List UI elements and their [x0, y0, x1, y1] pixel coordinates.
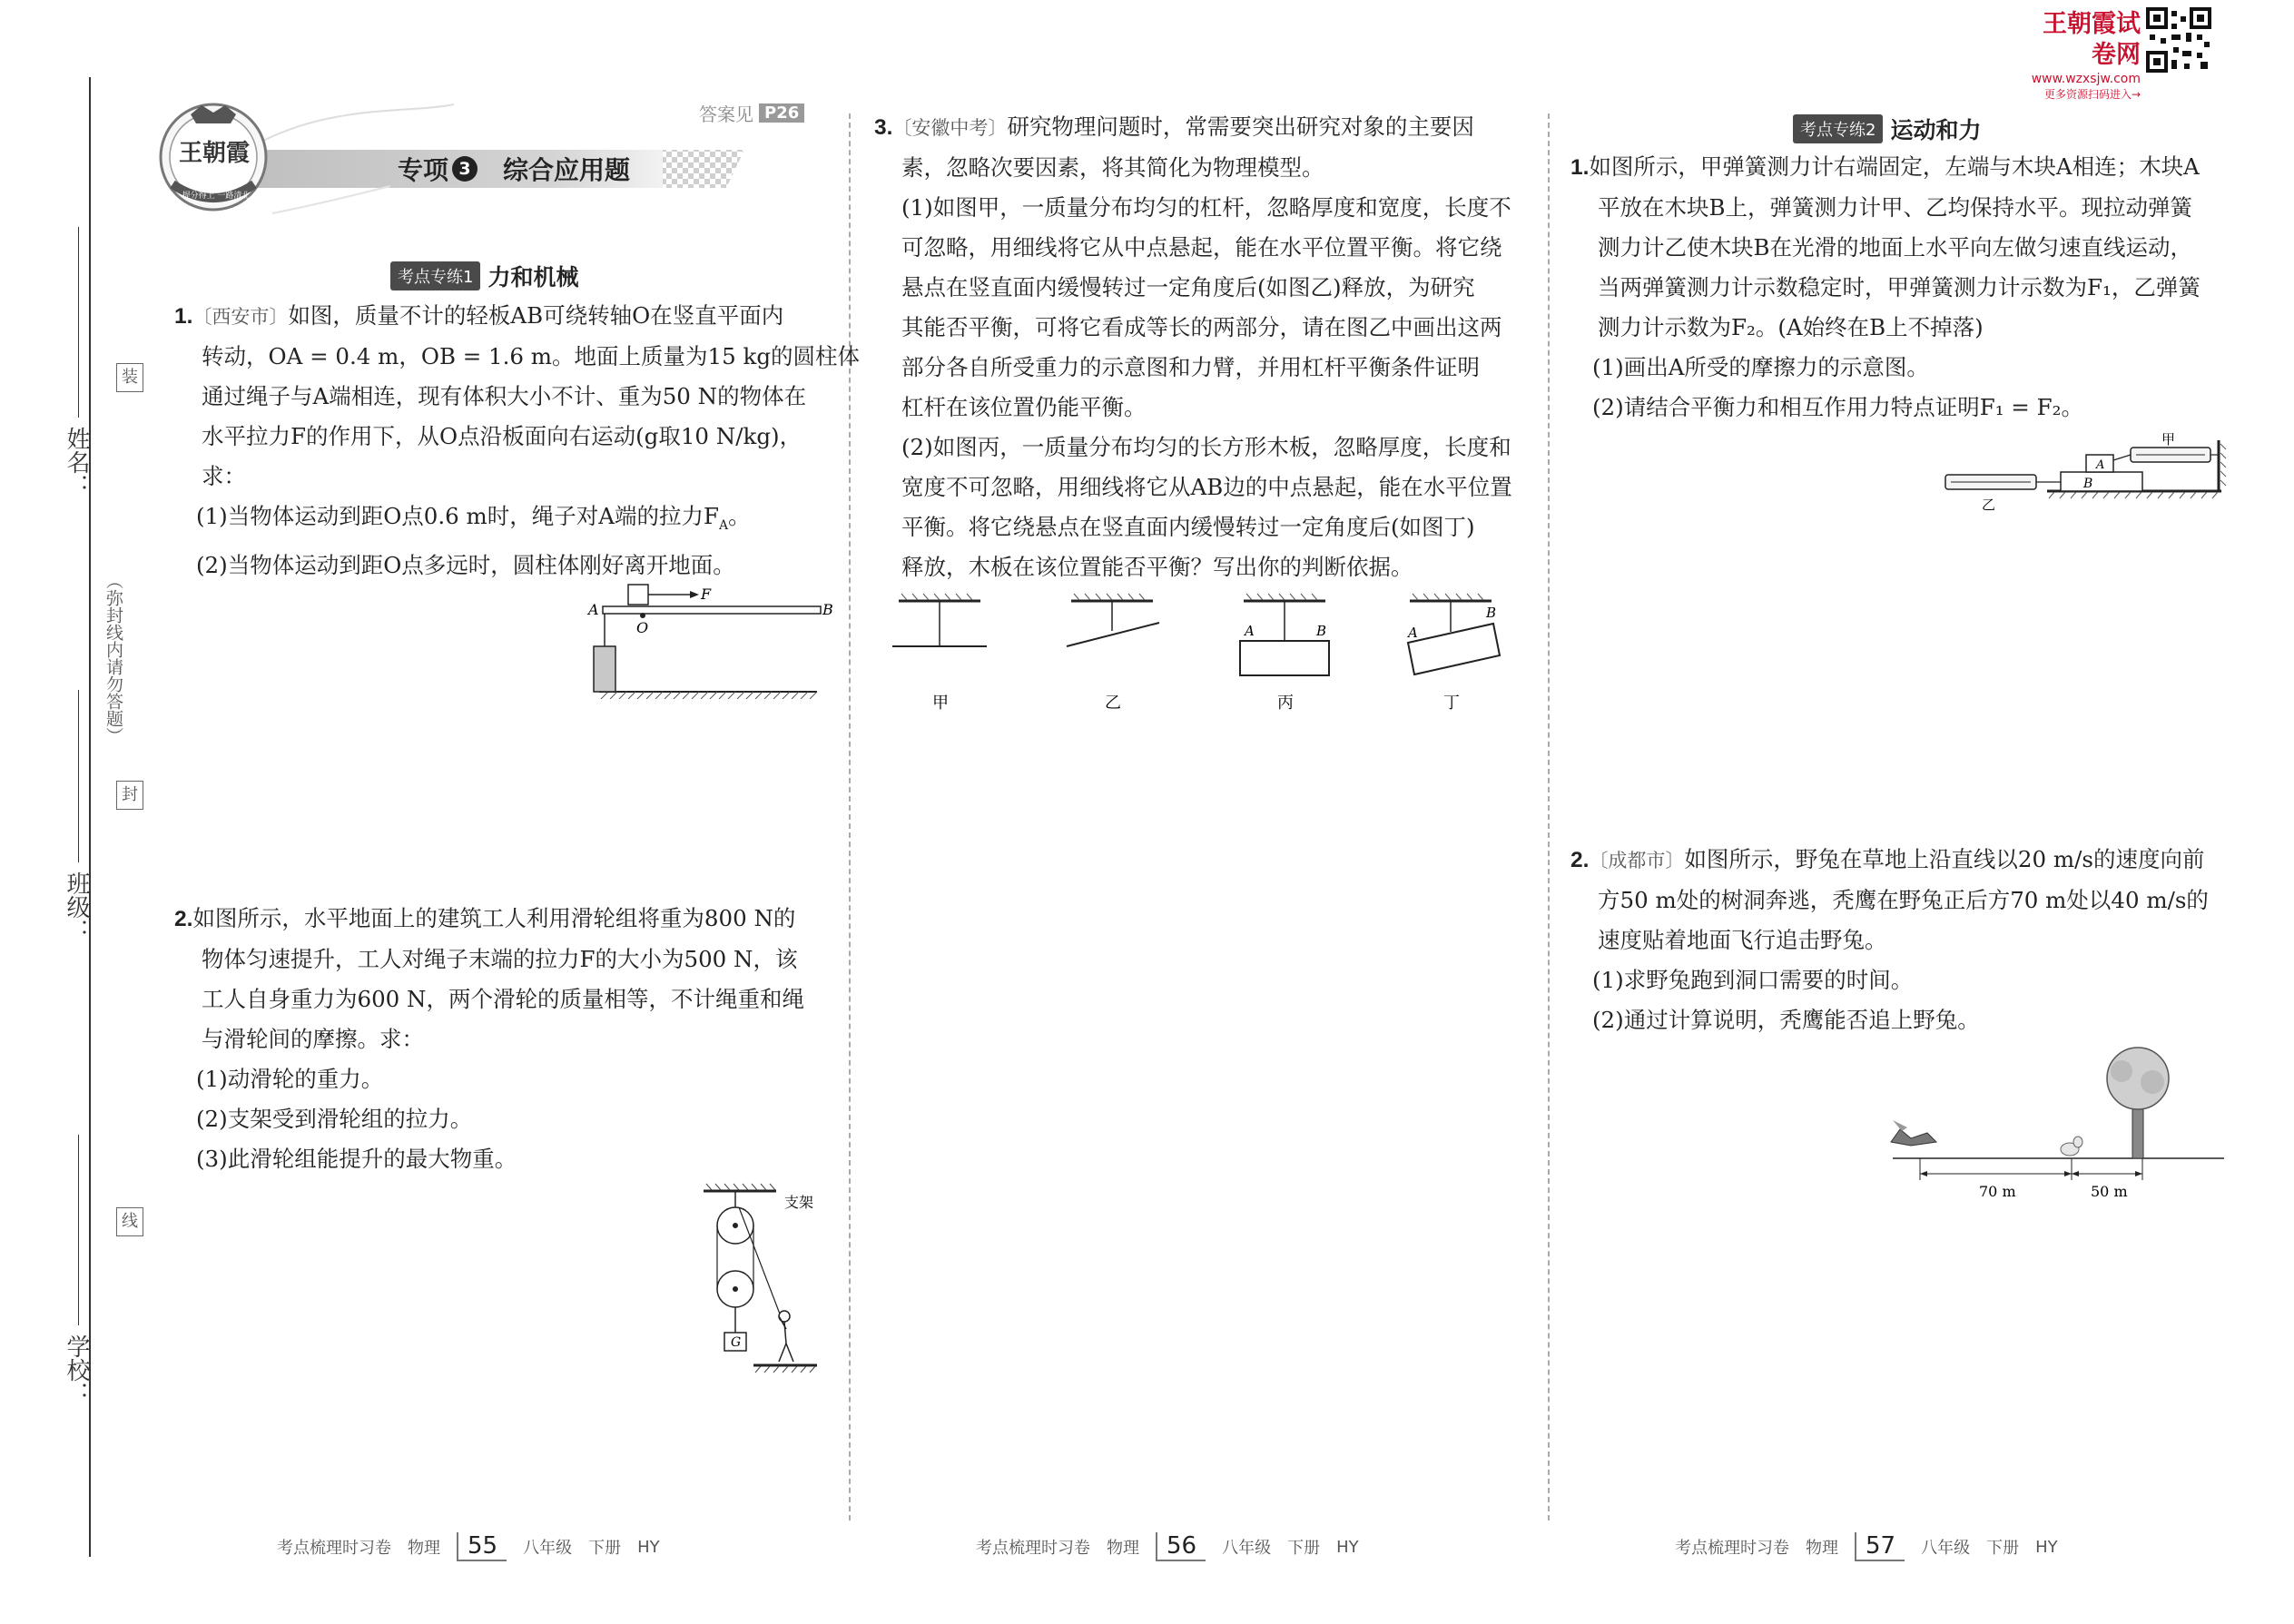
- figure-label-bing: 丙: [1277, 694, 1294, 713]
- question-line: 与滑轮间的摩擦。求：: [202, 1026, 424, 1052]
- label-a: A: [1245, 623, 1255, 639]
- sub-question-2: (2)通过计算说明，秃鹰能否追上野兔。: [1592, 1007, 1980, 1033]
- figure-label-jia: 甲: [932, 694, 949, 713]
- question-line: 通过绳子与A端相连，现有体积大小不计、重为50 N的物体在: [202, 383, 807, 409]
- column-divider: [1548, 113, 1550, 1521]
- footer-edition: HY: [2035, 1537, 2058, 1557]
- footer-book: 考点梳理时习卷: [1675, 1539, 1789, 1558]
- question-line: 部分各自所受重力的示意图和力臂，并用杠杆平衡条件证明: [901, 354, 1480, 380]
- footer-subject: 物理: [408, 1539, 440, 1558]
- question-line: 如图，质量不计的轻板AB可绕转轴O在竖直平面内: [288, 302, 784, 329]
- page-title: [398, 151, 630, 187]
- sub-question-2: (2)支架受到滑轮组的拉力。: [196, 1106, 473, 1132]
- footer-grade: 八年级: [1222, 1539, 1272, 1558]
- footer-book: 考点梳理时习卷: [277, 1539, 391, 1558]
- section-title: 运动和力: [1890, 117, 1982, 143]
- page-number: 56: [1156, 1532, 1206, 1561]
- question-3: [874, 107, 1512, 587]
- question-line: 方50 m处的树洞奔逃，秃鹰在野兔正后方70 m处以40 m/s的: [1598, 887, 2209, 913]
- label-yi: 乙: [1982, 497, 1996, 513]
- model-figures: [885, 590, 1502, 717]
- question-number: 2.: [174, 907, 193, 931]
- question-tag: 〔成都市〕: [1589, 850, 1685, 871]
- label-a: A: [2096, 458, 2105, 472]
- label-b: B: [1486, 605, 1497, 621]
- figure-label-yi: 乙: [1105, 694, 1121, 713]
- label-o: O: [636, 619, 649, 636]
- site-url[interactable]: www.wzxsjw.com: [2031, 72, 2141, 86]
- title-prefix: 专项: [398, 155, 449, 185]
- name-label: 姓名：: [63, 427, 90, 497]
- footer-subject: 物理: [1107, 1539, 1139, 1558]
- footer-grade: 八年级: [523, 1539, 573, 1558]
- question-number: 1.: [174, 304, 193, 329]
- question-line: 如图所示，水平地面上的建筑工人利用滑轮组将重为800 N的: [192, 905, 796, 931]
- seal-motto: 提分得上 一路清北: [182, 192, 251, 201]
- school-field[interactable]: [78, 1135, 79, 1325]
- question-line: 物体匀速提升，工人对绳子末端的拉力F的大小为500 N，该: [202, 946, 798, 972]
- question-tag: 〔安徽中考〕: [892, 117, 1008, 139]
- question-line: 当两弹簧测力计示数稳定时，甲弹簧测力计示数为F₁，乙弹簧: [1598, 274, 2200, 300]
- question-2: [1570, 840, 2209, 1040]
- qr-code[interactable]: [2146, 7, 2211, 73]
- sub-question-1: (1)画出A所受的摩擦力的示意图。: [1592, 354, 1929, 380]
- question-1: [174, 296, 860, 586]
- label-a: A: [1408, 625, 1418, 641]
- question-line: 可忽略，用细线将它从中点悬起，能在水平位置平衡。将它绕: [901, 234, 1502, 261]
- figure-label-ding: 丁: [1443, 694, 1460, 713]
- title-number: 3: [452, 156, 478, 182]
- binding-mark-3: 线: [116, 1207, 143, 1236]
- section-title: 力和机械: [487, 264, 579, 290]
- label-f: F: [701, 586, 712, 603]
- question-line: 杠杆在该位置仍能平衡。: [901, 394, 1147, 420]
- class-label: 班级：: [63, 871, 90, 942]
- question-line: 测力计乙使木块B在光滑的地面上水平向左做匀速直线运动，: [1598, 234, 2193, 261]
- label-b: B: [822, 601, 833, 618]
- class-field[interactable]: [78, 690, 79, 862]
- chase-figure: [1884, 1042, 2229, 1242]
- question-line: 平衡。将它绕悬点在竖直面内缓慢转过一定角度后(如图丁): [901, 514, 1475, 540]
- label-jia: 甲: [2161, 431, 2176, 448]
- question-line: 宽度不可忽略，用细线将它从AB边的中点悬起，能在水平位置: [901, 474, 1512, 500]
- question-line: 悬点在竖直面内缓慢转过一定角度后(如图乙)释放，为研究: [901, 274, 1475, 300]
- question-line: 其能否平衡，可将它看成等长的两部分，请在图乙中画出这两: [901, 314, 1502, 340]
- sub-question-2: (2)请结合平衡力和相互作用力特点证明F₁ = F₂。: [1592, 394, 2083, 420]
- footer-edition: HY: [1336, 1537, 1359, 1557]
- section-badge: 考点专练2: [1793, 114, 1883, 143]
- sub-question-1: (1)动滑轮的重力。: [196, 1066, 384, 1092]
- pulley-figure: [699, 1180, 835, 1375]
- page-number: 57: [1855, 1532, 1905, 1561]
- sub-question-2: (2)当物体运动到距O点多远时，圆柱体刚好离开地面。: [196, 551, 735, 578]
- question-line: 转动，OA = 0.4 m，OB = 1.6 m。地面上质量为15 kg的圆柱体: [202, 343, 861, 369]
- question-line: 测力计示数为F₂。(A始终在B上不掉落): [1598, 314, 1984, 340]
- label-a: A: [588, 601, 599, 618]
- footer-book: 考点梳理时习卷: [976, 1539, 1090, 1558]
- label-b: B: [2083, 477, 2093, 491]
- page-footer: [976, 1532, 1359, 1561]
- label-50m: 50 m: [2091, 1183, 2128, 1200]
- question-line: 工人自身重力为600 N，两个滑轮的质量相等，不计绳重和绳: [202, 986, 804, 1012]
- spring-scale-figure: [1938, 431, 2229, 513]
- section-heading-1: [390, 260, 578, 292]
- question-line: 求：: [202, 463, 246, 489]
- binding-mark-1: 装: [116, 363, 143, 392]
- binding-note: （弥封线内请勿答题）: [103, 572, 123, 744]
- footer-edition: HY: [637, 1537, 660, 1557]
- name-field[interactable]: [78, 227, 79, 418]
- question-number: 3.: [874, 115, 893, 140]
- page-number: 55: [457, 1532, 507, 1561]
- question-line: 释放，木板在该位置能否平衡？写出你的判断依据。: [901, 554, 1413, 580]
- section-heading-2: [1793, 113, 1981, 145]
- sub-question-3: (3)此滑轮组能提升的最大物重。: [196, 1146, 517, 1172]
- question-number: 2.: [1570, 848, 1590, 872]
- question-line: 平放在木块B上，弹簧测力计甲、乙均保持水平。现拉动弹簧: [1598, 194, 2193, 221]
- footer-subject: 物理: [1806, 1539, 1838, 1558]
- section-badge: 考点专练1: [390, 261, 480, 290]
- question-2: [174, 899, 804, 1179]
- lever-figure: [581, 572, 835, 699]
- binding-mark-2: 封: [116, 781, 143, 810]
- site-brand[interactable]: [2023, 9, 2141, 102]
- page-footer: [277, 1532, 660, 1561]
- seal-text: 王朝霞: [178, 140, 250, 167]
- page-footer: [1675, 1532, 2058, 1561]
- question-line: (1)如图甲，一质量分布均匀的杠杆，忽略厚度和宽度，长度不: [901, 194, 1511, 221]
- school-label: 学校：: [63, 1334, 90, 1405]
- label-70m: 70 m: [1979, 1183, 2016, 1200]
- label-support: 支架: [784, 1194, 814, 1211]
- answer-reference[interactable]: [699, 100, 804, 126]
- site-name: 王朝霞试卷网: [2043, 10, 2141, 69]
- question-tag: 〔西安市〕: [192, 306, 289, 328]
- footer-term: 下册: [588, 1539, 622, 1558]
- site-hint: 更多资源扫码进入→: [2043, 88, 2141, 101]
- footer-grade: 八年级: [1921, 1539, 1971, 1558]
- question-number: 1.: [1570, 155, 1590, 180]
- question-1: [1570, 147, 2200, 428]
- question-line: 研究物理问题时，常需要突出研究对象的主要因: [1007, 113, 1474, 140]
- footer-term: 下册: [1986, 1539, 2020, 1558]
- label-b: B: [1316, 623, 1327, 639]
- question-line: 水平拉力F的作用下，从O点沿板面向右运动(g取10 N/kg)，: [202, 423, 802, 449]
- question-line: 素，忽略次要因素，将其简化为物理模型。: [901, 154, 1324, 181]
- question-line: 如图所示，野兔在草地上沿直线以20 m/s的速度向前: [1684, 846, 2205, 872]
- label-g: G: [731, 1335, 742, 1350]
- answer-ref-label: 答案见: [699, 103, 753, 125]
- title-text: 综合应用题: [503, 155, 631, 185]
- footer-term: 下册: [1287, 1539, 1321, 1558]
- sub-question-1: (1)求野兔跑到洞口需要的时间。: [1592, 967, 1914, 993]
- question-line: (2)如图丙，一质量分布均匀的长方形木板，忽略厚度，长度和: [901, 434, 1511, 460]
- sub-question-1: (1)当物体运动到距O点0.6 m时，绳子对A端的拉力$F_A$。: [196, 503, 751, 533]
- answer-ref-page: P26: [759, 103, 804, 123]
- question-line: 速度贴着地面飞行追击野兔。: [1598, 927, 1887, 953]
- question-line: 如图所示，甲弹簧测力计右端固定，左端与木块A相连；木块A: [1589, 153, 2200, 180]
